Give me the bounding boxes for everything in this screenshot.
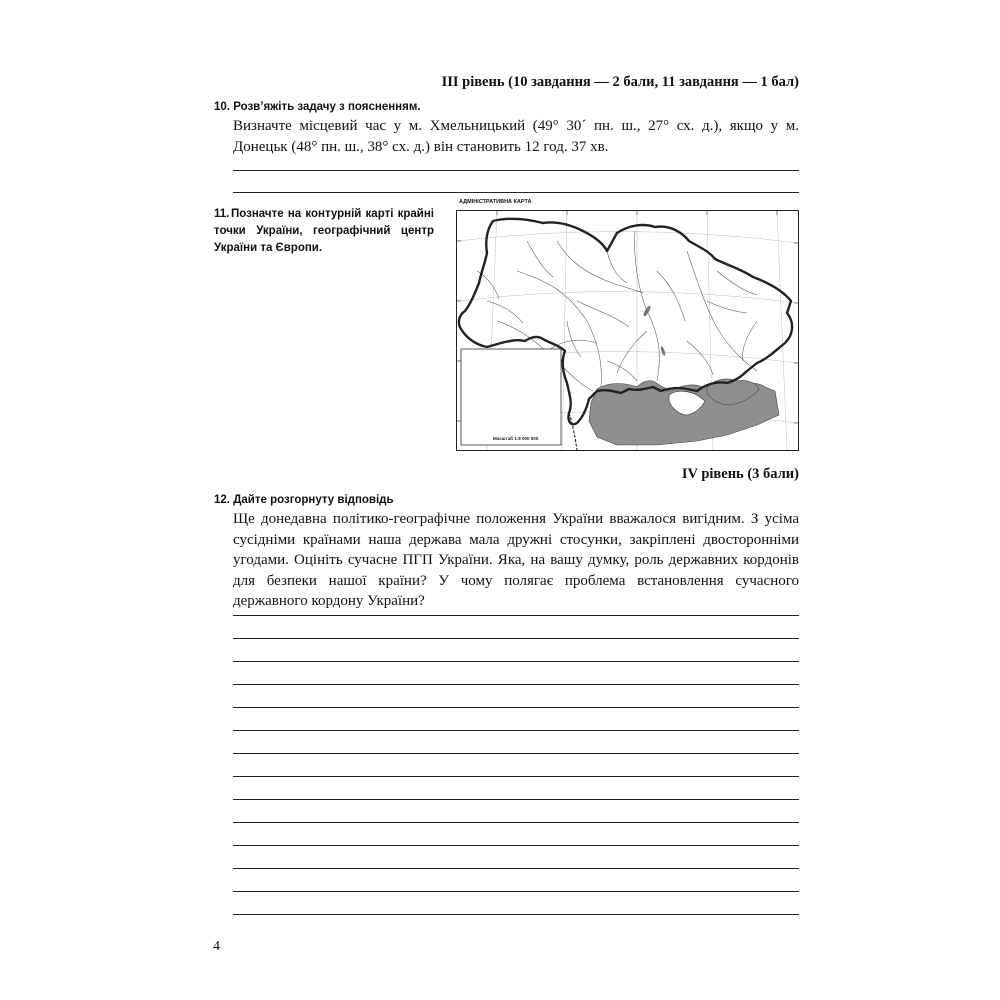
answer-line[interactable]	[233, 707, 799, 708]
answer-line[interactable]	[233, 753, 799, 754]
answer-line[interactable]	[233, 914, 799, 915]
task-12-heading	[214, 494, 394, 506]
task-11-number: 11.	[214, 208, 230, 220]
map-scale-label: Масштаб 1:8 000 000	[493, 436, 539, 441]
task-12-number: 12.	[214, 494, 230, 506]
answer-line[interactable]	[233, 845, 799, 846]
task-10-text: Визначте місцевий час у м. Хмельницький (49° 30´ пн. ш., 27° сх. д.), якщо у м. Донецьк (48° пн. ш., 38° сх. д.) він становить 12 год. 37 хв.	[233, 118, 799, 155]
task-11-heading	[214, 206, 434, 258]
answer-line[interactable]	[233, 776, 799, 777]
answer-line[interactable]	[233, 615, 799, 616]
answer-line[interactable]	[233, 868, 799, 869]
task-12-text: Ще донедавна політико-географічне положення України вважалося вигідним. З усіма сусідніми країнами наша держава мала дружні стосунки, закріплені двосторонніми угодами. Оцініть сучасне ПГП України. Яка, на вашу думку, роль державних кордонів для безпеки нашої країни? У чому полягає проблема встановлення сучасного державного кордону України?	[233, 511, 799, 610]
task-12-instruction: Дайте розгорнуту відповідь	[233, 494, 394, 506]
answer-line[interactable]	[233, 891, 799, 892]
contour-map[interactable]	[456, 210, 799, 451]
task-10-heading	[214, 101, 421, 113]
map-title: АДМІНІСТРАТИВНА КАРТА	[459, 199, 532, 205]
level-4-heading: IV рівень (3 бали)	[681, 466, 799, 482]
task-10-instruction: Розв’яжіть задачу з поясненням.	[233, 101, 421, 113]
answer-line[interactable]	[233, 638, 799, 639]
reservoirs	[642, 305, 666, 356]
level-3-heading: ІІІ рівень (10 завдання — 2 бали, 11 завдання — 1 бал)	[441, 74, 799, 90]
answer-line[interactable]	[233, 730, 799, 731]
answer-line[interactable]	[233, 684, 799, 685]
answer-line[interactable]	[233, 170, 799, 171]
task-10-number: 10.	[214, 101, 230, 113]
ukraine-contour-map-graphic	[457, 211, 798, 450]
answer-line[interactable]	[233, 661, 799, 662]
task-11-instruction: Позначте на контурній карті крайні точки України, географічний центр України та Європи.	[214, 208, 434, 255]
page-number: 4	[213, 939, 220, 954]
answer-line[interactable]	[233, 192, 799, 193]
answer-line[interactable]	[233, 799, 799, 800]
inset-frame	[461, 349, 561, 445]
answer-line[interactable]	[233, 822, 799, 823]
